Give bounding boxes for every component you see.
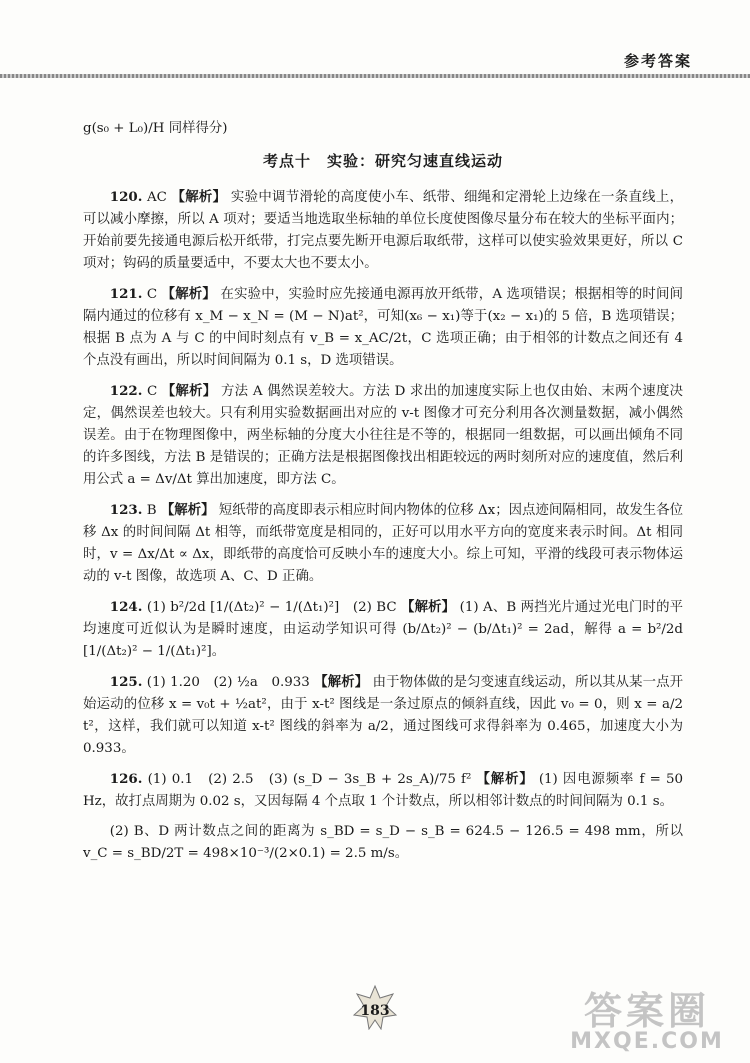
extra-paragraph: (2) B、D 两计数点之间的距离为 s_BD = s_D − s_B = 624.5 − 126.5 = 498 mm，所以 v_C = s_BD/2T = 498×10⁻³/(2×0.1) = 2.5 m/s。	[83, 824, 683, 861]
answer: (1) 1.20 (2) ½a 0.933	[146, 675, 310, 690]
analysis-tag: 【解析】	[161, 383, 217, 399]
watermark-main: 答案圈	[583, 989, 710, 1033]
page-content	[83, 118, 683, 873]
analysis-text: 实验中调节滑轮的高度使小车、纸带、细绳和定滑轮上边缘在一条直线上，可以减小摩擦，所以 A 项对；要适当地选取坐标轴的单位长度使图像尽量分布在较大的坐标平面内；开始前要先接通电源后松开纸带，打完点要先断开电源后取纸带，这样可以使实验效果更好，所以 C 项对；钩码的质量要适中，不要太大也不要太小。	[83, 190, 683, 271]
analysis-text: (1) A、B 两挡光片通过光电门时的平均速度可近似认为是瞬时速度，由运动学知识可得 (b/Δt₂)² − (b/Δt₁)² = 2ad，解得 a = b²/2d [1/(Δt₂)² − 1/(Δt₁)²]。	[83, 600, 684, 659]
analysis-tag: 【解析】	[160, 502, 215, 518]
question-item	[83, 671, 683, 760]
question-item	[83, 380, 683, 491]
question-number: 126.	[109, 771, 143, 787]
analysis-tag: 【解析】	[161, 286, 216, 302]
question-item	[83, 768, 683, 813]
page-header	[0, 0, 750, 78]
question-number: 120.	[109, 189, 143, 205]
question-item	[83, 499, 683, 588]
question-number: 123.	[109, 502, 143, 518]
section-title: 考点十 实验：研究匀速直线运动	[262, 152, 503, 170]
answer: C	[146, 287, 158, 302]
watermark-sub: MXQE.COM	[570, 1029, 724, 1054]
answer: (1) 0.1 (2) 2.5 (3) (s_D − 3s_B + 2s_A)/75 f²	[147, 772, 472, 787]
analysis-tag: 【解析】	[476, 771, 534, 787]
answer: (1) b²/2d [1/(Δt₂)² − 1/(Δt₁)²] (2) BC	[146, 600, 397, 615]
analysis-text: 方法 A 偶然误差较大。方法 D 求出的加速度实际上也仅由始、末两个速度决定，偶然误差也较大。只有利用实验数据画出对应的 v-t 图像才可充分利用各次测量数据，减小偶然误差。由于在物理图像中，两坐标轴的分度大小往往是不等的，根据同一组数据，可以画出倾角不同的许多图线，方法 B 是错误的；正确方法是根据图像找出相距较远的两时刻所对应的速度值，然后利用公式 a = Δv/Δt 算出加速度，即方法 C。	[83, 384, 684, 487]
analysis-text: 在实验中，实验时应先接通电源再放开纸带，A 选项错误；根据相等的时间间隔内通过的位移有 x_M − x_N = (M − N)at²，可知(x₆ − x₁)等于(x₂ − x₁)的 5 倍，B 选项错误；根据 B 点为 A 与 C 的中间时刻点有 v_B = x_AC/2t，C 选项正确；由于相邻的计数点之间还有 4 个点没有画出，所以时间间隔为 0.1 s，D 选项错误。	[83, 287, 683, 368]
question-item	[83, 186, 683, 275]
header-title: 参考答案	[623, 52, 692, 70]
question-item	[83, 596, 683, 663]
watermark-logo	[562, 991, 732, 1053]
analysis-text: (1) 因电源频率 f = 50 Hz，故打点周期为 0.02 s，又因每隔 4 个点取 1 个计数点，所以相邻计数点的时间间隔为 0.1 s。	[83, 772, 683, 809]
question-number: 125.	[109, 674, 143, 690]
lead-text: g(s₀ + L₀)/H 同样得分)	[83, 121, 228, 136]
header-rule	[0, 74, 750, 78]
answer: B	[146, 503, 157, 518]
question-list	[83, 186, 683, 813]
analysis-tag: 【解析】	[401, 599, 456, 615]
answer: AC	[147, 190, 167, 205]
analysis-tag: 【解析】	[314, 674, 369, 690]
question-number: 122.	[109, 383, 143, 399]
question-number: 121.	[109, 286, 143, 302]
analysis-text: 短纸带的高度即表示相应时间内物体的位移 Δx；因点迹间隔相同，故发生各位移 Δx 的时间间隔 Δt 相等，而纸带宽度是相同的，正好可以用水平方向的宽度来表示时间。Δt 相同时，v = Δx/Δt ∝ Δx，即纸带的高度恰可反映小车的速度大小。综上可知，平滑的线段可表示物体运动的 v-t 图像，故选项 A、C、D 正确。	[83, 503, 684, 584]
question-number: 124.	[109, 599, 143, 615]
analysis-tag: 【解析】	[171, 189, 227, 205]
question-item	[83, 283, 683, 372]
page-number: 183	[360, 1003, 390, 1019]
analysis-text: 由于物体做的是匀变速直线运动，所以其从某一点开始运动的位移 x = v₀t + ½at²，由于 x-t² 图线是一条过原点的倾斜直线，因此 v₀ = 0，则 x = a/2 t²，这样，我们就可以知道 x-t² 图线的斜率为 a/2，通过图线可求得斜率为 0.465，加速度大小为 0.933。	[83, 675, 684, 756]
answer: C	[146, 384, 158, 399]
